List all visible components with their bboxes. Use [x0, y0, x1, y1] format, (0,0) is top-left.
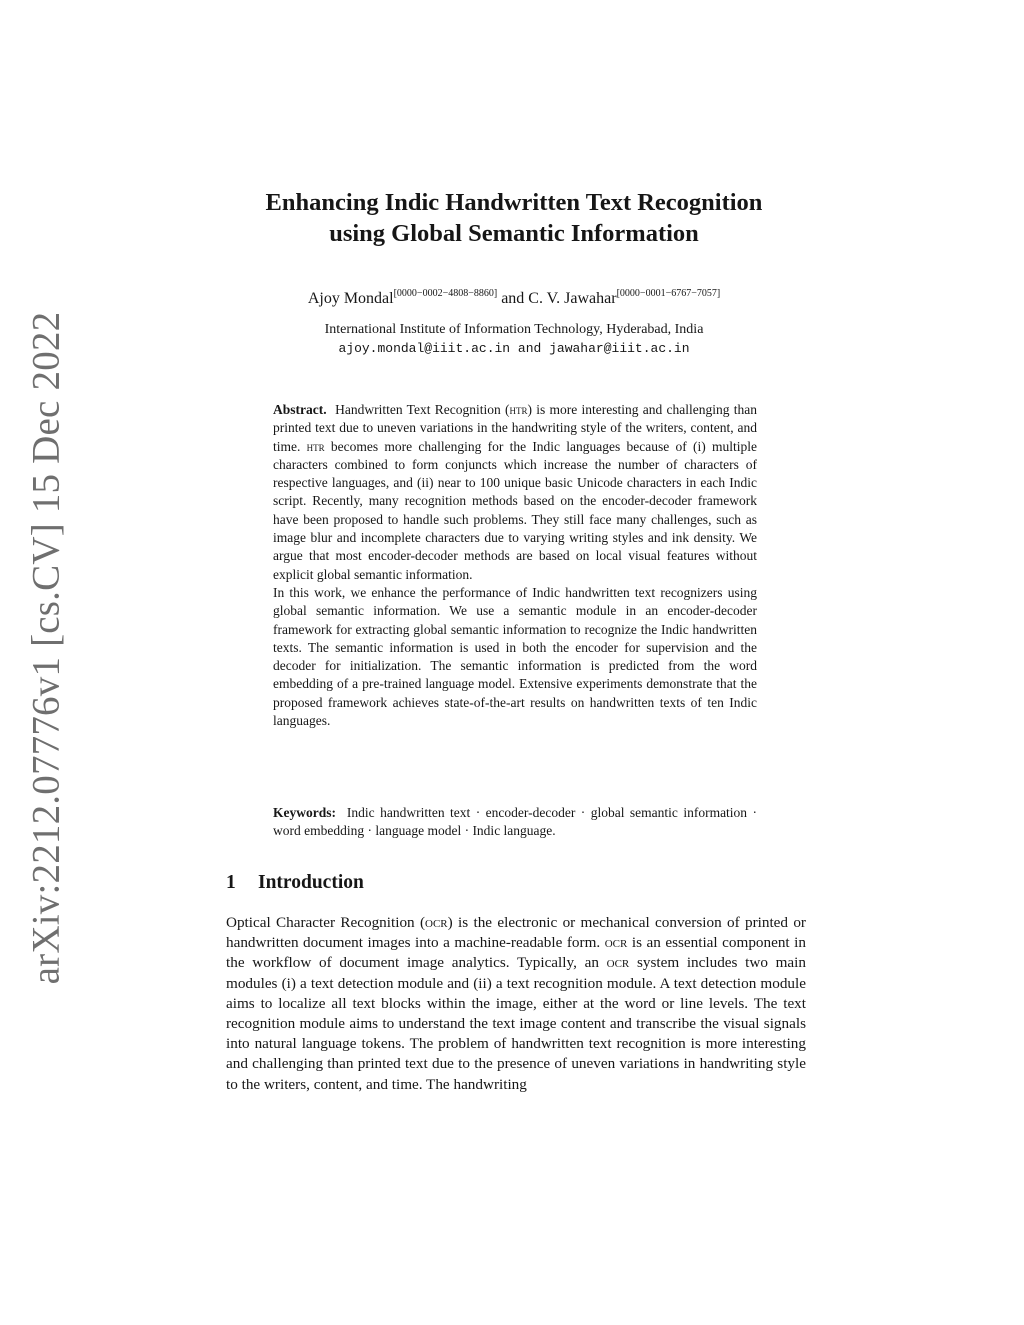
affiliation-block [212, 320, 816, 358]
keywords-label: Keywords: [273, 805, 336, 820]
acronym-ocr: ocr [606, 954, 630, 972]
acronym-ocr: ocr [425, 914, 448, 931]
paper-title [212, 187, 816, 249]
title-line-1: Enhancing Indic Handwritten Text Recognition [265, 189, 763, 216]
author-list [212, 285, 816, 308]
abstract-text-segment: ) is more interesting and challenging than printed text due to uneven variations in the handwriting style of the writers, content, and time. [273, 402, 757, 454]
acronym-ocr: ocr [604, 934, 628, 952]
abstract-text-segment: becomes more challenging for the Indic languages because of (i) multiple characters combined to form conjuncts which increase the number of characters of respective languages, and (ii) near to 100 unique basic Unicode characters in each Indic script. Recently, many recognition methods based on the encoder-decoder framework have been proposed to handle such problems. They still face many challenges, such as image blur and incomplete characters due to varying writing styles and ink density. We argue that most encoder-decoder methods are based on local visual features without explicit global semantic information. [273, 438, 757, 582]
abstract-text-segment: Handwritten Text Recognition ( [335, 402, 510, 417]
intro-text-segment: Optical Character Recognition ( [226, 914, 426, 931]
keywords-text: Indic handwritten text · encoder-decoder · global semantic information · word embedding · language model · Indic language. [273, 805, 757, 839]
abstract-paragraph-1 [273, 401, 757, 584]
abstract [273, 401, 757, 730]
title-line-2: using Global Semantic Information [329, 220, 699, 247]
introduction-paragraph [226, 913, 806, 1095]
intro-text-segment: system includes two main modules (i) a text detection module and (ii) a text recognition module. A text detection module aims to localize all text blocks within the image, either at the word or line levels. The text recognition module aims to understand the text image content and transcribe the visual signals into natural language tokens. The problem of handwritten text recognition is more interesting and challenging than printed text due to the presence of uneven variations in handwriting style to the writers, content, and time. The handwriting [226, 954, 806, 1093]
section-heading-introduction [226, 871, 364, 895]
keywords [273, 804, 757, 841]
introduction-body [226, 913, 806, 1095]
abstract-paragraph-2: In this work, we enhance the performance of Indic handwritten text recognizers using global semantic information. We use a semantic module in an encoder-decoder framework for extracting global semantic information to recognize the Indic handwritten texts. The semantic information is used in both the encoder for supervision and the decoder for initialization. The semantic information is predicted from the word embedding of a pre-trained language model. Extensive experiments demonstrate that the proposed framework achieves state-of-the-art results on handwritten texts of ten Indic languages. [273, 584, 757, 729]
author-emails: ajoy.mondal@iiit.ac.in and jawahar@iiit.ac.in [338, 341, 690, 356]
author-2-orcid: [0000−0001−6767−7057] [616, 288, 721, 299]
author-1-name: Ajoy Mondal [307, 290, 394, 307]
intro-text-segment: ) is the electronic or mechanical conversion of printed or handwritten document images into a machine-readable form. [226, 914, 806, 952]
acronym-htr: htr [509, 402, 528, 417]
intro-text-segment: is an essential component in the workflow of document image analytics. Typically, an [226, 934, 806, 972]
author-connector: and [497, 290, 529, 307]
abstract-label: Abstract. [273, 402, 327, 417]
author-1-orcid: [0000−0002−4808−8860] [393, 288, 498, 299]
acronym-htr: htr [306, 438, 325, 454]
section-number: 1 [226, 872, 236, 893]
section-title: Introduction [258, 872, 364, 893]
author-2-name: C. V. Jawahar [528, 290, 617, 307]
institute-name: International Institute of Information Technology, Hyderabad, India [324, 322, 704, 337]
arxiv-identifier-stamp: arXiv:2212.07776v1 [cs.CV] 15 Dec 2022 [24, 311, 68, 985]
